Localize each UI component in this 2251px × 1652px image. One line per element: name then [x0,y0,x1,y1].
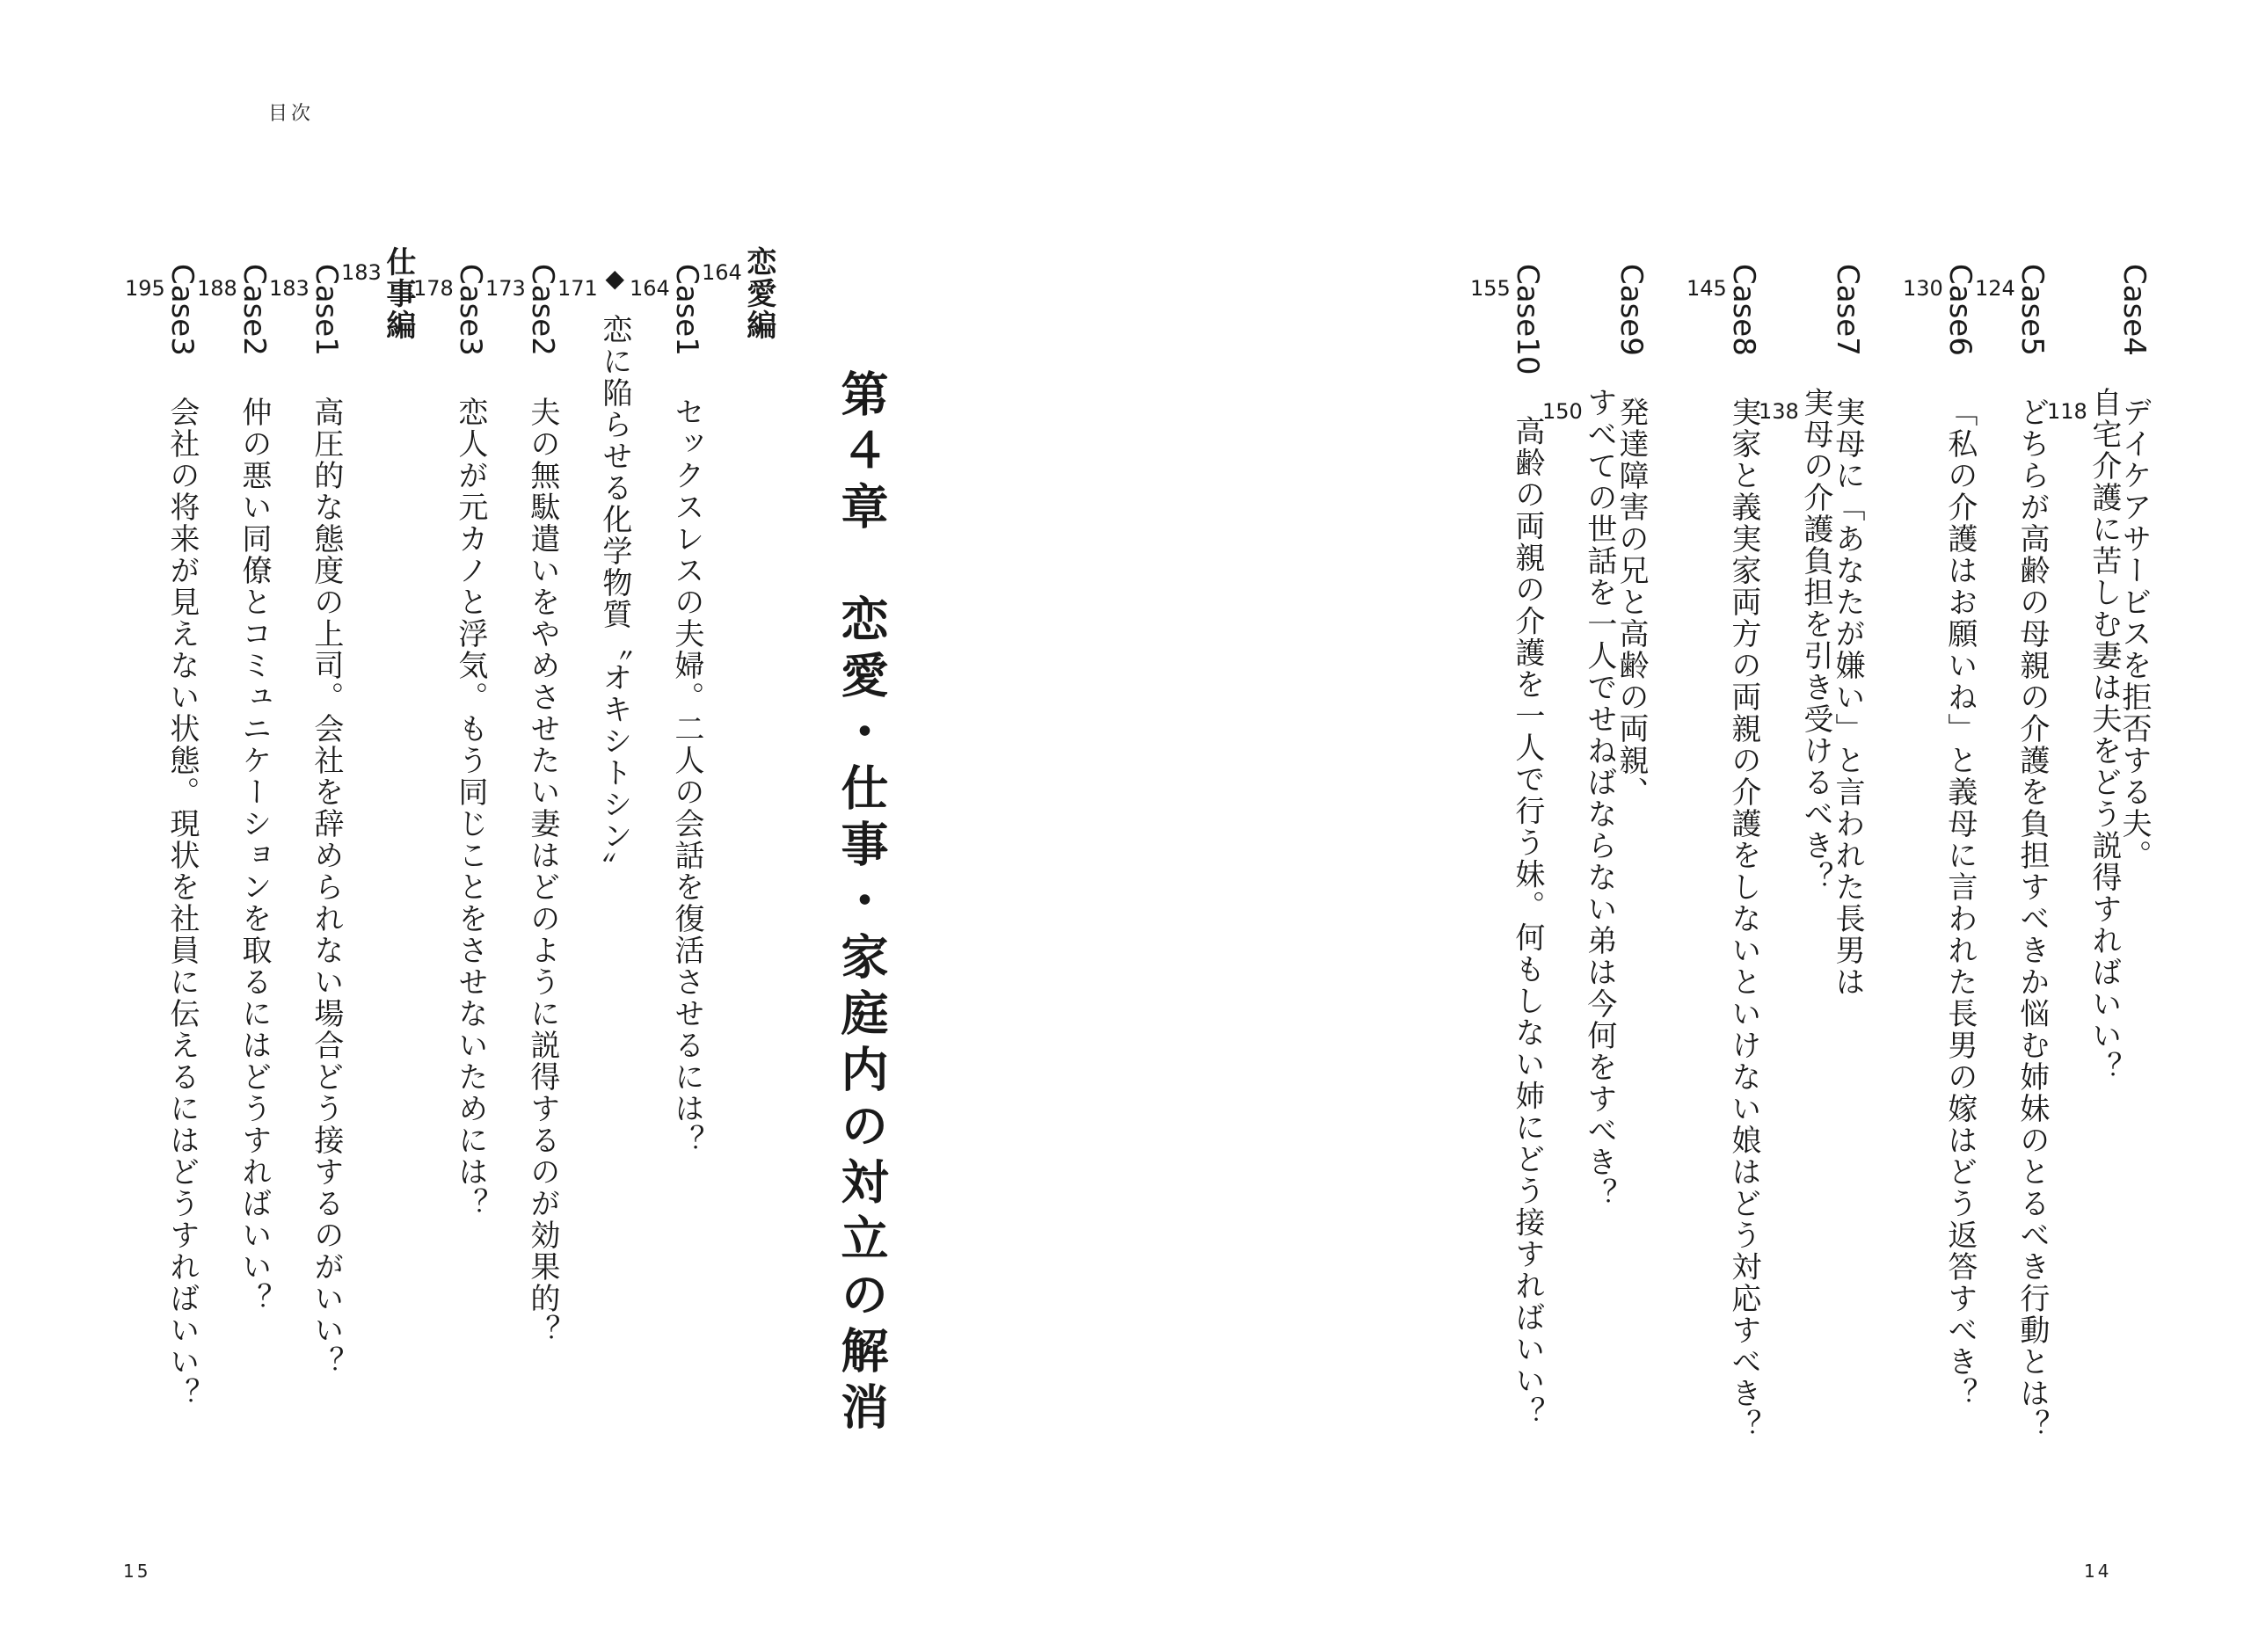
entry-title: 発達障害の兄と高齢の両親、 [1614,396,1649,808]
running-head: 目次 [268,103,315,125]
page-number: 188 [197,276,237,301]
page-number: 164 [630,276,670,301]
toc-entry [269,264,344,1378]
diamond-bullet-icon: ◆ [600,264,630,293]
entry-title: デイケアサービスを拒否する夫。 [2116,396,2152,871]
page-number: 164 [702,260,742,285]
toc-entry [1830,264,1865,998]
case-label: Case3 [164,264,200,356]
page-number: 138 [1759,399,1799,424]
page-number: 155 [1470,276,1511,301]
entry-title: 仲の悪い同僚とコミュニケーションを取るにはどうすればいい？ [236,396,272,1314]
entry-title: 高齢の両親の介護を一人で行う妹。何もしない姉にどう接すればいい？ [1509,415,1545,1429]
page-number: 183 [269,276,310,301]
page-folio: 14 [2084,1561,2112,1582]
page-number: 183 [341,260,382,285]
page-number: 195 [125,276,165,301]
case-label: Case1 [308,264,344,356]
toc-entry [197,264,272,1314]
case-label: Case5 [2014,264,2050,356]
page-number: 145 [1686,276,1727,301]
page-number: 178 [413,276,454,301]
page-number: 118 [2047,399,2087,424]
toc-entry [1470,264,1545,1429]
entry-title: 実母の介護負担を引き受けるべき？ [1797,387,1833,893]
case-label: Case2 [524,264,560,356]
entry-title: 自宅介護に苦しむ妻は夫をどう説得すればいい？ [2086,387,2122,1083]
entry-title: 「私の介護はお願いね」と義母に言われた長男の嫁はどう返答すべき？ [1941,396,1978,1409]
section-title: 仕事編 [380,246,416,341]
case-label: Case6 [1941,264,1978,356]
toc-entry [413,264,488,1219]
toc-entry [1688,264,1759,1441]
toc-entry [1903,264,1978,1409]
entry-title: すべての世話を一人でせねばならない弟は今何をすべき？ [1581,387,1617,1210]
case-label: Case4 [2116,264,2152,356]
page-number: 171 [557,276,598,301]
section-title: 恋愛編 [740,246,776,341]
right-page [1126,0,2251,1652]
case-label: Case3 [452,264,488,356]
toc-entry-continuation [1542,387,1617,1210]
entry-title: どちらが高齢の母親の介護を負担すべきか悩む姉妹のとるべき行動とは？ [2014,396,2050,1441]
case-label: Case7 [1830,264,1865,356]
toc-entry [631,264,702,1156]
entry-title: 恋人が元カノと浮気。もう同じことをさせないためには？ [452,396,488,1219]
toc-entry-continuation [1760,387,1831,893]
toc-entry [559,264,630,884]
page-number: 124 [1975,276,2015,301]
section-work [341,246,416,341]
page-number: 173 [485,276,526,301]
case-label: Case10 [1509,264,1545,375]
entry-title: 会社の将来が見えない状態。現状を社員に伝えるにはどうすればいい？ [164,396,200,1409]
toc-entry-continuation [2047,387,2122,1083]
case-label: Case8 [1725,264,1761,356]
entry-title: 実母に「あなたが嫌い」と言われた長男は [1830,396,1865,998]
entry-title: 夫の無駄遣いをやめさせたい妻はどのように説得するのが効果的？ [524,396,560,1346]
case-label: Case2 [236,264,272,356]
entry-title: セックスレスの夫婦。二人の会話を復活させるには？ [668,396,704,1156]
case-label: Case1 [668,264,704,356]
toc-entry [485,264,560,1346]
page-number: 130 [1903,276,1943,301]
entry-title: 実家と義実家両方の両親の介護をしないといけない娘はどう対応すべき？ [1725,396,1761,1441]
page-folio: 15 [123,1561,151,1582]
section-romance [703,246,774,341]
entry-title: 高圧的な態度の上司。会社を辞められない場合どう接するのがいい？ [308,396,344,1378]
toc-entry [1975,264,2050,1441]
chapter-title: 第４章 恋愛・仕事・家庭内の対立の解消 [834,369,889,1438]
entry-title: 恋に陥らせる化学物質〝オキシトシン〟 [596,314,632,884]
toc-entry [2116,264,2152,871]
case-label: Case9 [1614,264,1649,356]
toc-entry [1614,264,1649,808]
page-number: 150 [1542,399,1583,424]
toc-entry [125,264,200,1409]
